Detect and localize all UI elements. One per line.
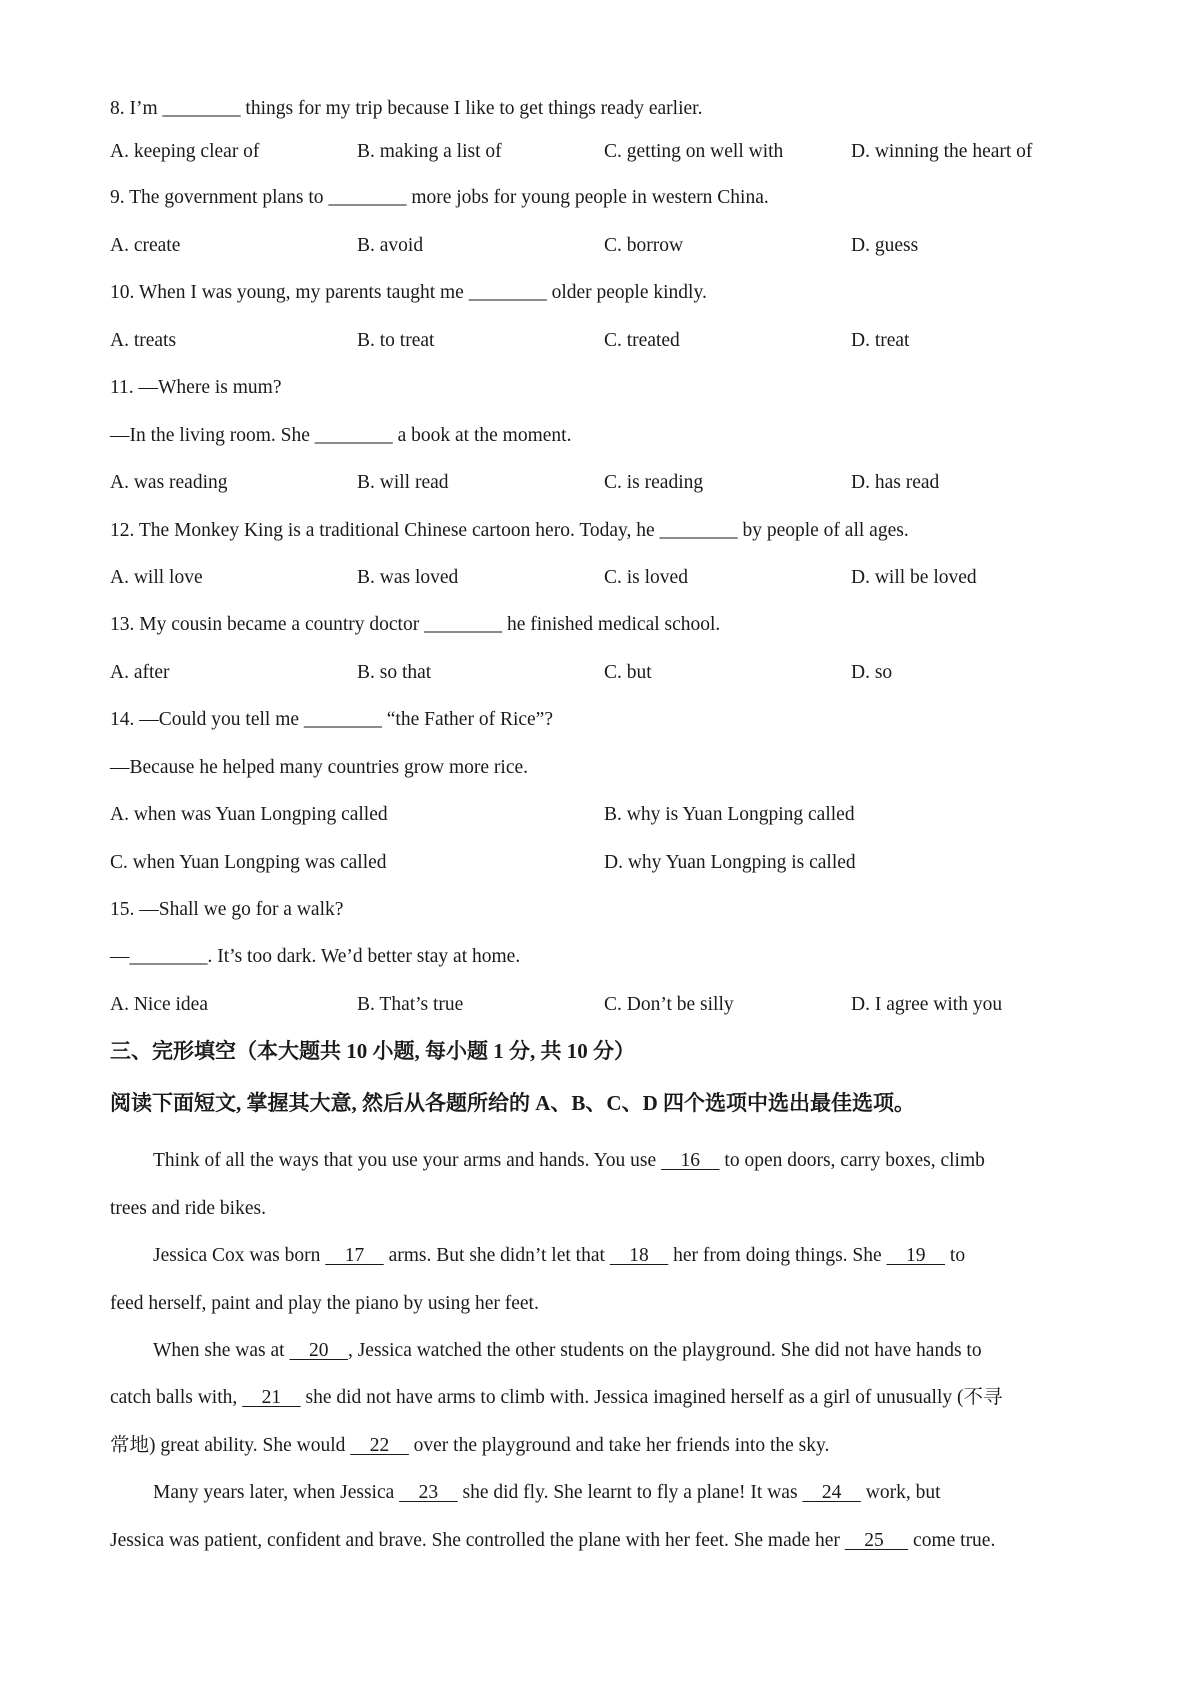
- stem-text: he finished medical school.: [502, 614, 721, 635]
- passage-line: [153, 1341, 982, 1361]
- option-c: C. treated: [604, 330, 680, 351]
- passage-text: catch balls with,: [110, 1387, 243, 1408]
- question-14-stem: [110, 710, 553, 730]
- passage-text: , Jessica watched the other students on the playground. She did not have hands to: [347, 1340, 982, 1361]
- question-14-reply: —Because he helped many countries grow more rice.: [110, 757, 529, 778]
- passage-text: arms. But she didn’t let that: [383, 1245, 610, 1266]
- passage-text: over the playground and take her friends into the sky.: [408, 1435, 830, 1456]
- question-9-stem: [110, 188, 769, 208]
- passage-text: Jessica Cox was born: [153, 1245, 326, 1266]
- option-d: D. why Yuan Longping is called: [604, 852, 856, 873]
- answer-blank: ________: [468, 282, 547, 303]
- cloze-blank-18: 18: [609, 1245, 669, 1266]
- stem-text: 12. The Monkey King is a traditional Chinese cartoon hero. Today, he: [110, 520, 660, 541]
- option-a: A. was reading: [110, 472, 228, 493]
- passage-text: to: [945, 1245, 966, 1266]
- reply-text: —: [110, 946, 130, 967]
- passage-line: feed herself, paint and play the piano by using her feet.: [110, 1293, 539, 1314]
- option-d: D. guess: [851, 235, 919, 256]
- option-c: C. when Yuan Longping was called: [110, 852, 387, 873]
- passage-line: [110, 1436, 829, 1456]
- passage-line: [110, 1531, 995, 1551]
- passage-text: to open doors, carry boxes, climb: [719, 1150, 985, 1171]
- option-d: D. so: [851, 662, 893, 683]
- answer-blank: ________: [424, 614, 503, 635]
- option-c: C. borrow: [604, 235, 684, 256]
- passage-line: [110, 1388, 1003, 1408]
- question-15-reply: [110, 947, 520, 967]
- question-8-stem: [110, 99, 702, 119]
- stem-text: 8. I’m: [110, 98, 163, 119]
- cloze-blank-21: 21: [242, 1387, 301, 1408]
- option-a: A. Nice idea: [110, 994, 208, 1015]
- option-b: B. making a list of: [357, 141, 502, 162]
- stem-text: older people kindly.: [546, 282, 707, 303]
- option-a: A. keeping clear of: [110, 141, 260, 162]
- reply-text: a book at the moment.: [392, 425, 572, 446]
- stem-text: by people of all ages.: [737, 520, 909, 541]
- passage-line: [153, 1246, 965, 1266]
- passage-text: Many years later, when Jessica: [153, 1482, 400, 1503]
- question-10-stem: [110, 283, 707, 303]
- option-a: A. after: [110, 662, 170, 683]
- cloze-blank-23: 23: [399, 1482, 458, 1503]
- reply-text: —In the living room. She: [110, 425, 315, 446]
- answer-blank: ________: [162, 98, 241, 119]
- option-c: C. Don’t be silly: [604, 994, 734, 1015]
- answer-blank: ________: [328, 187, 407, 208]
- option-b: B. will read: [357, 472, 449, 493]
- passage-text: she did not have arms to climb with. Jessica imagined herself as a girl of unusually (不寻: [300, 1387, 1003, 1408]
- passage-text: 常地) great ability. She would: [110, 1435, 351, 1456]
- answer-blank: ________: [659, 520, 738, 541]
- question-11-reply: [110, 426, 571, 446]
- stem-text: things for my trip because I like to get things ready earlier.: [240, 98, 703, 119]
- option-b: B. to treat: [357, 330, 435, 351]
- passage-line: [153, 1483, 941, 1503]
- option-a: A. will love: [110, 567, 203, 588]
- passage-line: [153, 1151, 985, 1171]
- stem-text: more jobs for young people in western China.: [406, 187, 769, 208]
- question-11-stem: 11. —Where is mum?: [110, 377, 282, 398]
- section-title: 三、完形填空（本大题共 10 小题, 每小题 1 分, 共 10 分）: [110, 1039, 635, 1063]
- passage-line: trees and ride bikes.: [110, 1198, 266, 1219]
- passage-text: come true.: [908, 1530, 996, 1551]
- section-instruction: 阅读下面短文, 掌握其大意, 然后从各题所给的 A、B、C、D 四个选项中选出最佳选项。: [110, 1091, 916, 1115]
- answer-blank: ________: [303, 709, 382, 730]
- option-d: D. treat: [851, 330, 910, 351]
- option-c: C. is loved: [604, 567, 688, 588]
- reply-text: . It’s too dark. We’d better stay at home.: [207, 946, 521, 967]
- stem-text: “the Father of Rice”?: [381, 709, 553, 730]
- cloze-blank-24: 24: [802, 1482, 861, 1503]
- answer-blank: ________: [314, 425, 393, 446]
- option-d: D. will be loved: [851, 567, 977, 588]
- option-b: B. why is Yuan Longping called: [604, 804, 855, 825]
- passage-text: When she was at: [153, 1340, 290, 1361]
- option-d: D. winning the heart of: [851, 141, 1033, 162]
- stem-text: 9. The government plans to: [110, 187, 329, 208]
- option-b: B. That’s true: [357, 994, 464, 1015]
- passage-text: Jessica was patient, confident and brave. She controlled the plane with her feet. She made her: [110, 1530, 845, 1551]
- cloze-blank-20: 20: [289, 1340, 348, 1361]
- option-a: A. treats: [110, 330, 177, 351]
- cloze-blank-22: 22: [350, 1435, 409, 1456]
- question-12-stem: [110, 521, 909, 541]
- passage-text: Think of all the ways that you use your arms and hands. You use: [153, 1150, 662, 1171]
- option-d: D. I agree with you: [851, 994, 1003, 1015]
- option-b: B. was loved: [357, 567, 459, 588]
- option-b: B. so that: [357, 662, 432, 683]
- option-c: C. getting on well with: [604, 141, 784, 162]
- cloze-blank-17: 17: [325, 1245, 384, 1266]
- passage-text: she did fly. She learnt to fly a plane! It was: [457, 1482, 803, 1503]
- answer-blank: ________: [129, 946, 208, 967]
- stem-text: 13. My cousin became a country doctor: [110, 614, 425, 635]
- cloze-blank-25: 25: [844, 1530, 909, 1551]
- stem-text: 10. When I was young, my parents taught me: [110, 282, 469, 303]
- question-15-stem: 15. —Shall we go for a walk?: [110, 899, 344, 920]
- option-c: C. is reading: [604, 472, 704, 493]
- stem-text: 14. —Could you tell me: [110, 709, 304, 730]
- option-d: D. has read: [851, 472, 940, 493]
- passage-text: work, but: [860, 1482, 941, 1503]
- cloze-blank-19: 19: [886, 1245, 946, 1266]
- option-a: A. create: [110, 235, 181, 256]
- cloze-blank-16: 16: [661, 1150, 720, 1171]
- passage-text: her from doing things. She: [668, 1245, 887, 1266]
- option-a: A. when was Yuan Longping called: [110, 804, 388, 825]
- option-b: B. avoid: [357, 235, 424, 256]
- option-c: C. but: [604, 662, 652, 683]
- question-13-stem: [110, 615, 720, 635]
